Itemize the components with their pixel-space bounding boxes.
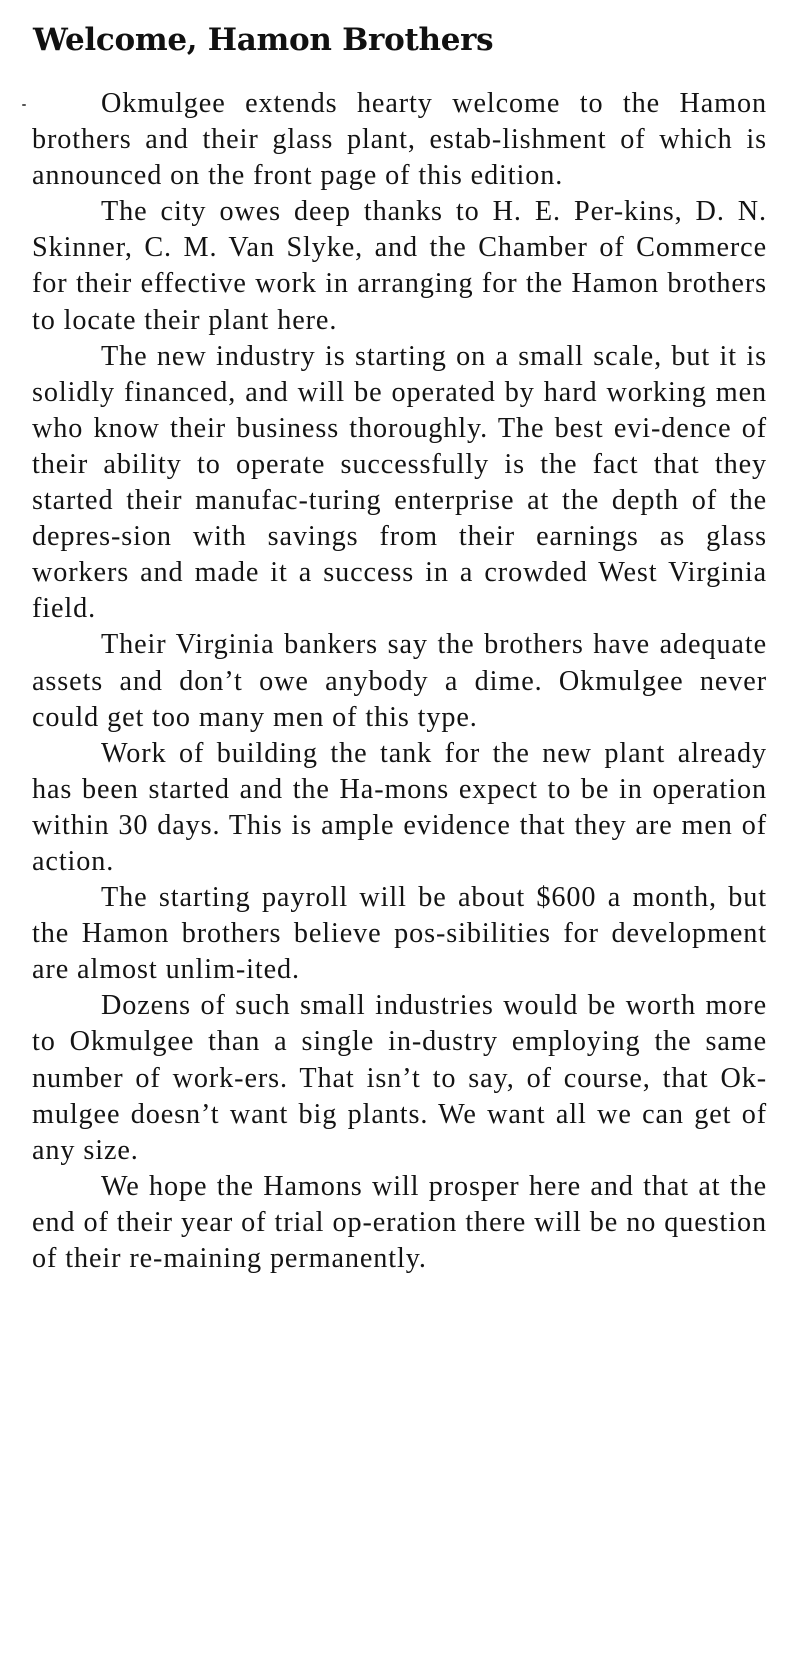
article-paragraph: Their Virginia bankers say the brothers have adequate assets and don’t owe anybody a dime. Okmulgee never could get too many men of this type.	[32, 629, 767, 733]
article-body	[32, 86, 767, 1277]
article-paragraph: The city owes deep thanks to H. E. Per-kins, D. N. Skinner, C. M. Van Slyke, and the Chamber of Commerce for their effective work in arranging for the Hamon brothers to locate their plant here.	[32, 196, 767, 336]
headline: Welcome, Hamon Brothers	[33, 22, 494, 58]
article-paragraph: Okmulgee extends hearty welcome to the Hamon brothers and their glass plant, estab-lishment of which is announced on the front page of this edition.	[32, 88, 767, 192]
print-speck	[22, 104, 26, 106]
article-paragraph: Work of building the tank for the new plant already has been started and the Ha-mons expect to be in operation within 30 days. This is ample evidence that they are men of action.	[32, 737, 767, 877]
article-paragraph: The new industry is starting on a small scale, but it is solidly financed, and will be operated by hard working men who know their business thoroughly. The best evi-dence of their ability to operate successfully is the fact that they started their manufac-turing enterprise at the depth of the depres-sion with savings from their earnings as glass workers and made it a success in a crowded West Virginia field.	[32, 340, 767, 625]
article-paragraph: Dozens of such small industries would be worth more to Okmulgee than a single in-dustry employing the same number of work-ers. That isn’t to say, of course, that Ok-mulgee doesn’t want big plants. We want all we can get of any size.	[32, 990, 767, 1166]
article-paragraph: The starting payroll will be about $600 a month, but the Hamon brothers believe pos-sibilities for development are almost unlim-ited.	[32, 882, 767, 986]
article-paragraph: We hope the Hamons will prosper here and that at the end of their year of trial op-eration there will be no question of their re-maining permanently.	[32, 1170, 767, 1274]
